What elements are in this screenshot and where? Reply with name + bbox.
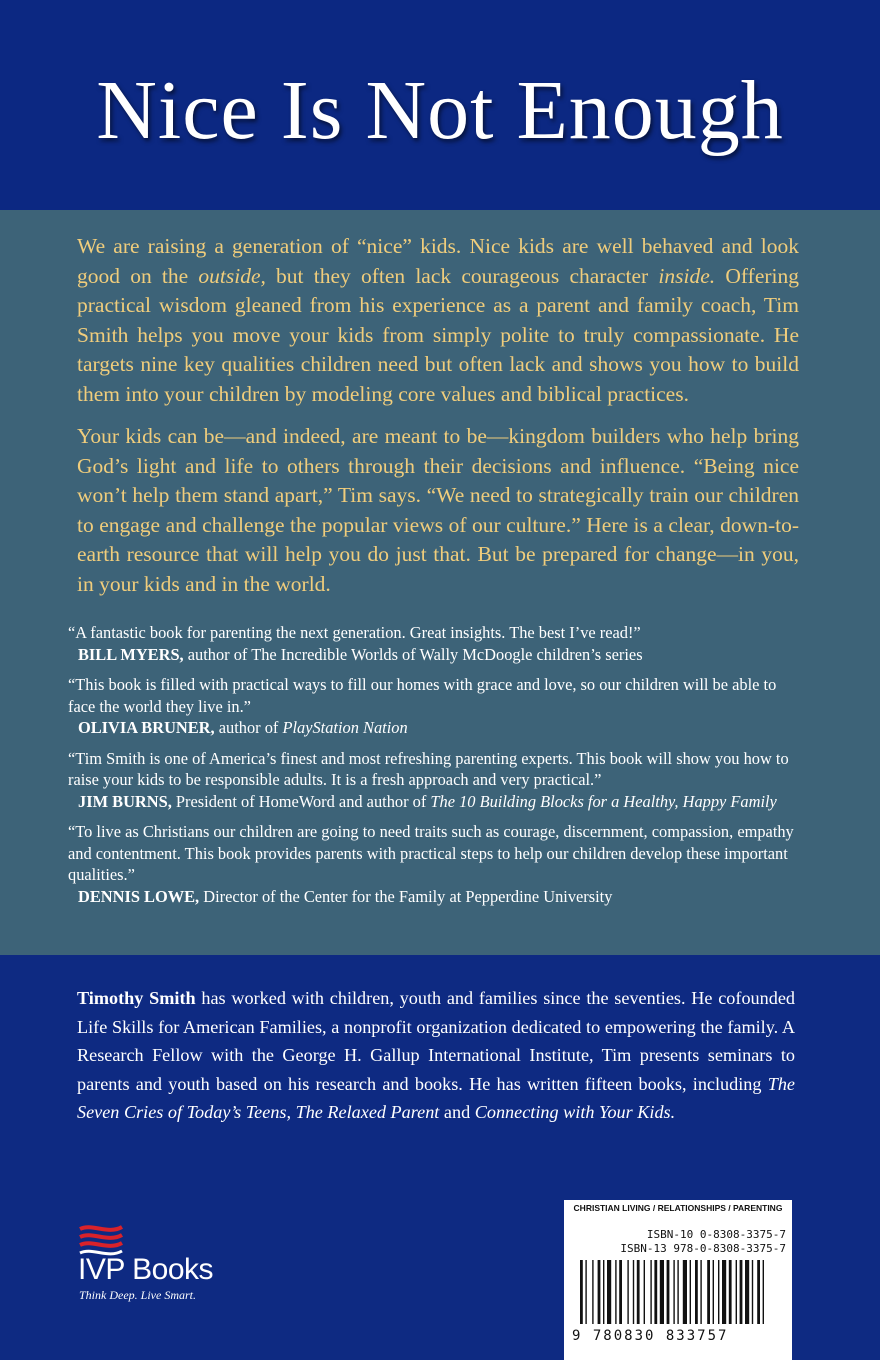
author-name: Timothy Smith	[77, 988, 196, 1008]
endorser-role: Director of the Center for the Family at Pepperdine University	[199, 886, 613, 906]
endorser-role: author of	[214, 718, 283, 737]
endorsement-attribution	[68, 886, 798, 908]
endorser-work: PlayStation Nation	[282, 718, 408, 737]
book-title: Nice Is Not Enough	[96, 64, 784, 157]
endorsement-attribution	[68, 644, 798, 666]
emphasis-inside: inside.	[658, 263, 716, 288]
endorsement-attribution	[68, 791, 798, 813]
category-label: CHRISTIAN LIVING / RELATIONSHIPS / PARENTING	[573, 1203, 783, 1213]
endorsement-text: “Tim Smith is one of America’s finest and most refreshing parenting experts. This book will show you how to raise your kids to be responsible adults. It is a fresh approach and very practical.”	[68, 748, 789, 789]
bio-book-title: Connecting with Your Kids.	[474, 1102, 676, 1122]
ean-number: 9 780830 833757	[572, 1328, 729, 1344]
publisher-tagline: Think Deep. Live Smart.	[79, 1288, 196, 1302]
barcode-box	[564, 1200, 792, 1360]
publisher-logo	[78, 1225, 278, 1305]
isbn-13: ISBN-13 978-0-8308-3375-7	[620, 1242, 786, 1255]
endorsements	[68, 622, 798, 916]
barcode-icon	[576, 1260, 780, 1328]
endorser-role: author of The Incredible Worlds of Wally McDoogle children’s series	[183, 644, 643, 664]
endorser-work: The 10 Building Blocks for a Healthy, Happy Family	[430, 791, 777, 811]
description-paragraph-2: Your kids can be—and indeed, are meant to be—kingdom builders who help bring God’s light and life to others through their decisions and influence. “Being nice won’t help them stand apart,” Tim says. “We need to strategically train our children to engage and challenge the popular views of our culture.” Here is a clear, down-to-earth resource that will help you do just that. But be prepared for change—in you, in your kids and in the world.	[77, 424, 799, 596]
description-text: We are raising a generation of “nice” kids. Nice kids are well behaved and look good on the	[77, 234, 799, 288]
bio-book-titles: The Seven Cries of Today’s Teens, The Relaxed Parent	[77, 1073, 795, 1122]
endorsement	[68, 622, 798, 665]
author-bio	[77, 984, 795, 1127]
publisher-name: IVP Books	[78, 1253, 214, 1286]
endorsement-text: “This book is filled with practical ways to fill our homes with grace and love, so our children will be able to face the world they live in.”	[68, 675, 777, 716]
book-description	[77, 232, 799, 612]
bio-text: has worked with children, youth and families since the seventies. He cofounded Life Skills for American Families, a nonprofit organization dedicated to empowering the family. A Research Fellow with the George H. Gallup International Institute, Tim presents seminars to parents and youth based on his research and books. He has written fifteen books, including	[77, 988, 796, 1094]
endorser-name: BILL MYERS,	[78, 644, 184, 664]
endorsement	[68, 748, 798, 813]
endorser-name: DENNIS LOWE,	[78, 886, 200, 906]
emphasis-outside: outside,	[198, 263, 266, 288]
endorser-name: OLIVIA BRUNER,	[78, 718, 215, 737]
bio-text: and	[439, 1102, 475, 1122]
endorsement-text: “A fantastic book for parenting the next generation. Great insights. The best I’ve read!”	[68, 623, 641, 642]
endorser-name: JIM BURNS,	[78, 791, 172, 811]
isbn-10: ISBN-10 0-8308-3375-7	[646, 1228, 786, 1241]
description-text: but they often lack courageous character	[265, 263, 659, 288]
endorsement	[68, 674, 798, 739]
endorsement-attribution	[68, 717, 798, 739]
endorsement-text: “To live as Christians our children are going to need traits such as courage, discernment, compassion, empathy and contentment. This book provides parents with practical steps to help our children develop these important qualities.”	[68, 822, 794, 884]
description-paragraph-1	[77, 232, 799, 409]
endorser-role: President of HomeWord and author of	[171, 791, 431, 811]
description-text: Offering practical wisdom gleaned from his experience as a parent and family coach, Tim Smith helps you move your kids from simply polite to truly compassionate. He targets nine key qualities children need but often lack and shows you how to build them into your children by modeling core values and biblical practices.	[77, 263, 799, 406]
endorsement	[68, 821, 798, 907]
